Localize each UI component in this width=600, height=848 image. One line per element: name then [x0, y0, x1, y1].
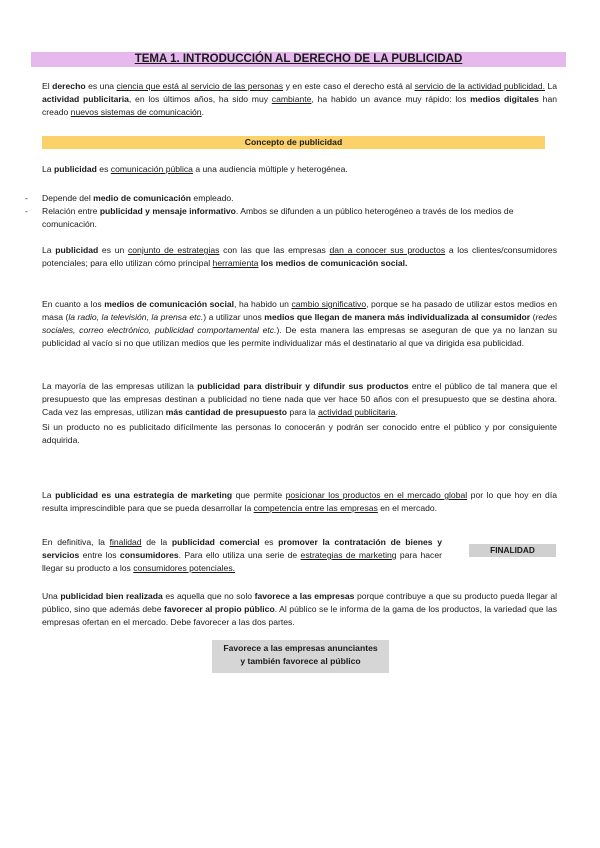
underlined-text: cambio significativo — [291, 299, 367, 309]
text: ). De esta manera las empresas se aseguran de que ya no lanzan su publicidad al vacío si no que utilizan medios que les permite individualizar más el destinatario al que va dirigida esa publicidad. — [42, 325, 557, 348]
underlined-text: servicio de la actividad publicidad. — [414, 81, 545, 91]
bold-text: medio de comunicación — [93, 193, 192, 203]
italic-text: la radio, la televisión, la prensa etc. — [68, 312, 204, 322]
bold-text: consumidores — [119, 550, 179, 560]
text: entre el público de tal manera que el presupuesto que las empresas destinan a publicidad no tiene nada que ver hace 50 años con el presupuesto que se destina ahora. Cada vez las empresas, utilizan — [42, 381, 557, 417]
bullet-marker: - — [25, 206, 28, 216]
summary-box — [212, 640, 389, 673]
text: . Ambos se difunden a un público heterogéneo a través de los medios de comunicación. — [42, 206, 514, 229]
finalidad-label: FINALIDAD — [469, 544, 556, 557]
underlined-text: nuevos sistemas de comunicación — [70, 107, 202, 117]
text: La — [42, 245, 56, 255]
text: con las que las empresas — [219, 245, 330, 255]
bold-text: medios de comunicación social — [104, 299, 235, 309]
text: es un — [98, 245, 128, 255]
underlined-text: dan a conocer sus productos — [329, 245, 446, 255]
section-heading-concepto: Concepto de publicidad — [42, 136, 545, 149]
bold-text: los medios de comunicación social. — [260, 258, 408, 268]
underlined-text: estrategias de marketing — [300, 550, 397, 560]
text: ( — [530, 312, 536, 322]
bold-text: publicidad comercial — [171, 537, 260, 547]
bold-text: más cantidad de presupuesto — [165, 407, 288, 417]
text: , en los últimos años, ha sido muy — [128, 94, 272, 104]
summary-line: y también favorece al público — [240, 656, 361, 666]
text: , ha habido un — [234, 299, 292, 309]
bold-text: favorecer al propio público — [164, 604, 275, 614]
list-item — [25, 205, 557, 231]
text: En cuanto a los — [42, 299, 105, 309]
bold-text: publicidad para distribuir y difundir sus productos — [197, 381, 409, 391]
intro-paragraph — [42, 80, 557, 119]
underlined-text: comunicación pública — [110, 164, 193, 174]
underlined-text: competencia entre las empresas — [253, 503, 378, 513]
bold-text: actividad publicitaria — [42, 94, 129, 104]
underlined-text: consumidores potenciales. — [133, 563, 235, 573]
text: a una audiencia múltiple y heterogénea. — [192, 164, 348, 174]
underlined-text: conjunto de estrategias — [127, 245, 220, 255]
text: La — [42, 490, 56, 500]
bold-text: medios que llegan de manera más individualizada al consumidor — [264, 312, 531, 322]
summary-line: Favorece a las empresas anunciantes — [223, 643, 378, 653]
finalidad-paragraph — [42, 536, 442, 575]
text: La mayoría de las empresas utilizan la — [42, 381, 198, 391]
text: empleado. — [191, 193, 234, 203]
text: han creado — [42, 94, 558, 117]
bold-text: medios digitales — [470, 94, 539, 104]
text: es aquella que no solo — [162, 591, 255, 601]
strategies-paragraph — [42, 244, 557, 270]
text: y en este caso el derecho está al — [283, 81, 415, 91]
underlined-text: cambiante — [271, 94, 312, 104]
marketing-paragraph — [42, 489, 557, 515]
text: en el mercado. — [377, 503, 438, 513]
underlined-text: posicionar los productos en el mercado global — [285, 490, 468, 500]
text: La — [42, 164, 54, 174]
text: a los clientes/consumidores potenciales; para ello utilizan cómo principal — [42, 245, 557, 268]
text: , ha habido un avance muy rápido: los — [311, 94, 471, 104]
text: Depende del — [42, 193, 94, 203]
text: . Para ello utiliza una serie de — [178, 550, 301, 560]
bold-text: promover la contratación de bienes y servicios — [42, 537, 442, 560]
product-paragraph: Si un producto no es publicitado difícilmente las personas lo conocerán y podrán ser conocido entre el público y por consiguiente adquirida. — [42, 422, 557, 445]
bold-text: publicidad y mensaje informativo — [99, 206, 236, 216]
text: . — [201, 107, 204, 117]
text: En definitiva, la — [42, 537, 110, 547]
text: . — [395, 407, 398, 417]
text: El — [42, 81, 53, 91]
text: para hacer llegar su producto a los — [42, 550, 442, 573]
budget-paragraph — [42, 380, 557, 419]
underlined-text: actividad publicitaria — [318, 407, 396, 417]
bold-text: derecho — [52, 81, 86, 91]
text: por lo que hoy en día resulta imprescindible para que se pueda desarrollar la — [42, 490, 558, 513]
text: Una — [42, 591, 61, 601]
text: ) a utilizar unos — [203, 312, 265, 322]
text: es una — [85, 81, 117, 91]
media-paragraph — [42, 298, 557, 350]
text: Relación entre — [42, 206, 100, 216]
bullet-list — [25, 192, 557, 231]
page-title: TEMA 1. INTRODUCCIÓN AL DERECHO DE LA PUBLICIDAD — [31, 52, 566, 67]
italic-text: redes sociales, correo electrónico, publicidad comportamental etc. — [42, 312, 558, 335]
text: es — [259, 537, 279, 547]
text: La — [544, 81, 558, 91]
bold-text: publicidad — [55, 245, 99, 255]
bullet-marker: - — [25, 193, 28, 203]
text: porque contribuye a que su producto pueda llegar al público, sino que además debe — [42, 591, 558, 614]
bold-text: publicidad — [53, 164, 97, 174]
text: para la — [287, 407, 319, 417]
text: que permite — [232, 490, 286, 500]
underlined-text: herramienta — [212, 258, 259, 268]
underlined-text: finalidad — [109, 537, 142, 547]
text: de la — [141, 537, 172, 547]
definition-paragraph — [42, 163, 557, 176]
bold-text: favorece a las empresas — [254, 591, 355, 601]
text: . Al público se le informa de la gama de los productos, la variedad que las empresas ofertan en el mercado. Debe favorecer a las dos partes. — [42, 604, 558, 627]
bold-text: publicidad es una estrategia de marketing — [55, 490, 233, 500]
text: es — [96, 164, 111, 174]
text: , porque se ha pasado de utilizar estos medios en masa ( — [42, 299, 557, 322]
underlined-text: ciencia que está al servicio de las personas — [116, 81, 284, 91]
well-made-paragraph — [42, 590, 557, 629]
bold-text: publicidad bien realizada — [60, 591, 163, 601]
text: entre los — [79, 550, 120, 560]
list-item — [25, 192, 557, 205]
